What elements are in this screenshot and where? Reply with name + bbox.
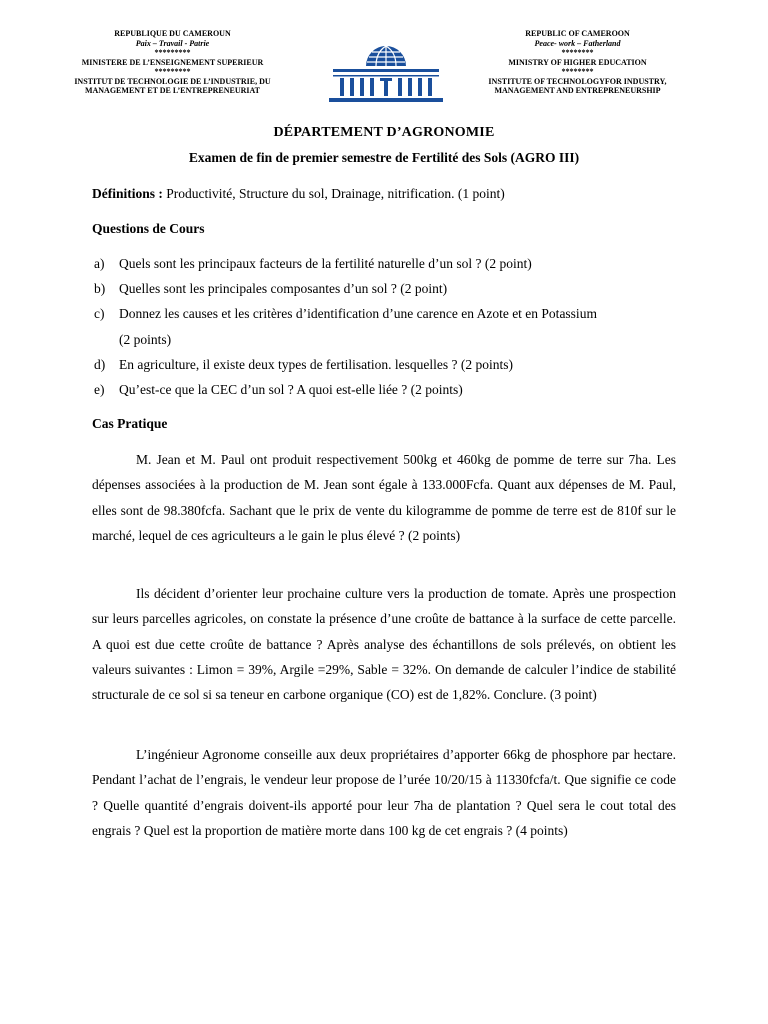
- header-left-block: [60, 29, 285, 96]
- case-paragraph: Ils décident d’orienter leur prochaine culture vers la production de tomate. Après une prospection sur leurs parcelles agricoles, on constate la présence d’une croûte de battance à la surface de cette parcelle. A quoi est due cette croûte de battance ? Après analyse des échantillons de sols prélevés, on obtient les valeurs suivantes : Limon = 39%, Argile =29%, Sable = 32%. On demande de calculer l’indice de stabilité structurale de ce sol si sa teneur en carbone organique (CO) est de 1,82%. Conclure. (3 point): [92, 586, 676, 703]
- institute-fr-line2: MANAGEMENT ET DE L’ENTREPRENEURIAT: [84, 86, 261, 95]
- question-label: d): [94, 357, 106, 372]
- question-text: Qu’est-ce que la CEC d’un sol ? A quoi est-elle liée ? (2 points): [119, 382, 463, 397]
- ministry-en: MINISTRY OF HIGHER EDUCATION: [508, 57, 647, 67]
- separator-stars: *********: [154, 67, 191, 76]
- ministry-fr: MINISTERE DE L’ENSEIGNEMENT SUPERIEUR: [81, 57, 264, 67]
- country-name-en: REPUBLIC OF CAMEROON: [525, 29, 630, 38]
- separator-stars: *********: [154, 48, 191, 57]
- question-text: Donnez les causes et les critères d’identification d’une carence en Azote et en Potassium: [119, 306, 597, 321]
- institute-fr-line1: INSTITUT DE TECHNOLOGIE DE L’INDUSTRIE, DU: [74, 76, 271, 86]
- motto-fr: Paix – Travail - Patrie: [135, 38, 210, 48]
- institute-logo: [323, 42, 449, 104]
- department-title: DÉPARTEMENT D’AGRONOMIE: [273, 125, 495, 140]
- case-paragraph: M. Jean et M. Paul ont produit respectivement 500kg et 460kg de pomme de terre sur 7ha. Les dépenses associées à la production de M. Jean sont égale à 133.000Fcfa. Quant aux dépenses de M. Paul, elles sont de 98.380fcfa. Sachant que le prix de vente du kilogramme de pomme de terre est de 810f sur le marché, lequel de ces agriculteurs a le gain le plus élevé ? (2 points): [92, 452, 676, 543]
- case-paragraph: L’ingénieur Agronome conseille aux deux propriétaires d’apporter 66kg de phosphore par hectare. Pendant l’achat de l’engrais, le vendeur leur propose de l’urée 10/20/15 à 11330fcfa/t. Que signifie ce code ? Quelle quantité d’engrais doivent-ils apporté pour leur 7ha de plantation ? Quel sera le cout total des engrais ? Quel est la proportion de matière morte dans 100 kg de cet engrais ? (4 points): [92, 747, 676, 838]
- question-label: b): [94, 281, 106, 296]
- question-text: Quels sont les principaux facteurs de la fertilité naturelle d’un sol ? (2 point): [119, 256, 532, 271]
- institute-en-line1: INSTITUTE OF TECHNOLOGYFOR INDUSTRY,: [488, 76, 667, 86]
- header-right-block: [470, 29, 685, 96]
- definitions-line: [92, 186, 505, 202]
- question-text: Quelles sont les principales composantes d’un sol ? (2 point): [119, 281, 448, 296]
- question-label: c): [94, 306, 105, 321]
- case-heading: Cas Pratique: [92, 416, 168, 431]
- country-name-fr: REPUBLIQUE DU CAMEROUN: [114, 29, 231, 38]
- definitions-label: Définitions :: [92, 186, 163, 201]
- separator-stars: ********: [561, 67, 594, 76]
- definitions-text: Productivité, Structure du sol, Drainage, nitrification. (1 point): [162, 186, 505, 201]
- question-text: En agriculture, il existe deux types de fertilisation. lesquelles ? (2 points): [119, 357, 514, 372]
- institute-en-line2: MANAGEMENT AND ENTREPRENEURSHIP: [494, 86, 661, 95]
- questions-heading: Questions de Cours: [92, 221, 205, 236]
- question-label: e): [94, 382, 105, 397]
- motto-en: Peace- work – Fatherland: [534, 38, 621, 48]
- question-text-continued: (2 points): [119, 332, 172, 347]
- separator-stars: ********: [561, 48, 594, 57]
- question-label: a): [94, 256, 105, 271]
- exam-title: Examen de fin de premier semestre de Fertilité des Sols (AGRO III): [188, 150, 580, 165]
